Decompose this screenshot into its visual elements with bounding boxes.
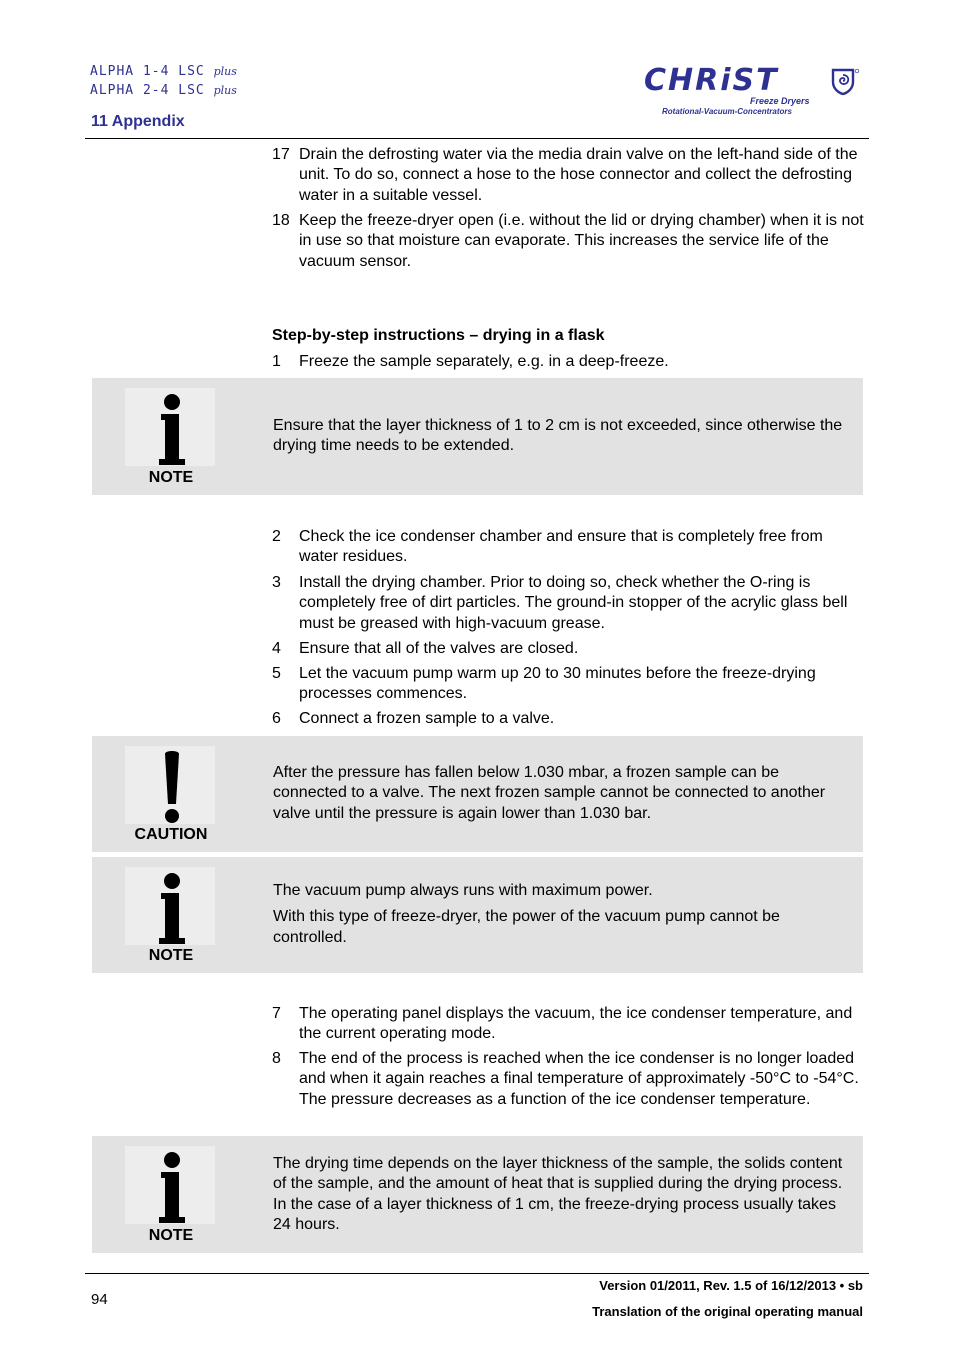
list-item <box>272 1049 864 1110</box>
step-text: Connect a frozen sample to a valve. <box>299 710 555 727</box>
step-number: 6 <box>272 710 281 727</box>
note-icon-cell <box>125 867 215 945</box>
step-number: 17 <box>272 146 290 163</box>
note-box <box>92 378 863 495</box>
list-item <box>272 145 864 206</box>
list-item <box>272 352 864 372</box>
info-icon <box>125 867 215 945</box>
list-item <box>272 639 864 659</box>
step-number: 1 <box>272 353 281 370</box>
list-item <box>272 709 864 729</box>
logo-subtitle-2: Rotational-Vacuum-Concentrators <box>662 107 792 116</box>
step-number: 18 <box>272 212 290 229</box>
step-text: Freeze the sample separately, e.g. in a deep-freeze. <box>299 353 669 370</box>
list-item <box>272 664 864 705</box>
caution-text: After the pressure has fallen below 1.030 mbar, a frozen sample can be connected to a valve. The next frozen sample cannot be connected to another valve until the pressure is again lower than 1.030 bar. <box>273 764 826 822</box>
note-text <box>273 881 853 948</box>
list-item <box>272 1004 864 1045</box>
step-text: Install the drying chamber. Prior to doing so, check whether the O-ring is completely free of dirt particles. The ground-in stopper of the acrylic glass bell must be greased with high-vacuum grease. <box>299 574 848 632</box>
model-suffix-1: plus <box>213 65 237 78</box>
model-line-1: ALPHA 1-4 LSC <box>90 64 205 79</box>
logo-wordmark: CHRiST <box>644 63 779 98</box>
caution-label: CAUTION <box>134 826 208 843</box>
step-number: 3 <box>272 574 281 591</box>
step-number: 2 <box>272 528 281 545</box>
note-box <box>92 1136 863 1253</box>
note-text-line-1: The vacuum pump always runs with maximum power. <box>273 882 653 899</box>
note-icon-cell <box>125 1146 215 1224</box>
header-rule <box>85 138 869 139</box>
step-text: Drain the defrosting water via the media drain valve on the left-hand side of the unit. To do so, connect a hose to the hose connector and collect the defrosting water in a suitable vessel. <box>299 146 858 204</box>
note-label: NOTE <box>148 469 194 486</box>
step-number: 7 <box>272 1005 281 1022</box>
info-icon <box>125 388 215 466</box>
note-text: Ensure that the layer thickness of 1 to 2 cm is not exceeded, since otherwise the drying time needs to be extended. <box>273 417 843 455</box>
step-text: The end of the process is reached when the ice condenser is no longer loaded and when it again reaches a final temperature of approximately -50°C to -54°C. The pressure decreases as a function of the ice condenser temperature. <box>299 1050 859 1108</box>
step-number: 4 <box>272 640 281 657</box>
list-item <box>272 573 864 634</box>
step-number: 5 <box>272 665 281 682</box>
model-suffix-2: plus <box>213 84 237 97</box>
version-info: Version 01/2011, Rev. 1.5 of 16/12/2013 • sb <box>599 1278 863 1293</box>
page-number: 94 <box>91 1291 108 1308</box>
caution-icon-cell <box>125 746 215 824</box>
chapter-title: 11 Appendix <box>91 113 185 130</box>
info-icon <box>125 1146 215 1224</box>
list-item <box>272 527 864 568</box>
note-icon-cell <box>125 388 215 466</box>
note-text-line-2: With this type of freeze-dryer, the power of the vacuum pump cannot be controlled. <box>273 908 780 946</box>
christ-logo <box>644 64 866 120</box>
step-text: Let the vacuum pump warm up 20 to 30 minutes before the freeze-drying processes commences. <box>299 665 816 703</box>
model-name-2 <box>90 83 237 98</box>
step-text: Keep the freeze-dryer open (i.e. without the lid or drying chamber) when it is not in use so that moisture can evaporate. This increases the service life of the vacuum sensor. <box>299 212 864 270</box>
note-label: NOTE <box>148 1227 194 1244</box>
model-name-1 <box>90 64 237 79</box>
step-text: The operating panel displays the vacuum, the ice condenser temperature, and the current operating mode. <box>299 1005 853 1043</box>
list-item <box>272 211 864 272</box>
note-box <box>92 857 863 973</box>
step-number: 8 <box>272 1050 281 1067</box>
logo-subtitle-1: Freeze Dryers <box>750 96 810 106</box>
model-line-2: ALPHA 2-4 LSC <box>90 83 205 98</box>
note-label: NOTE <box>148 947 194 964</box>
exclamation-icon <box>125 746 215 824</box>
footer-rule <box>85 1273 869 1274</box>
section-heading: Step-by-step instructions – drying in a flask <box>272 327 605 344</box>
step-text: Check the ice condenser chamber and ensure that is completely free from water residues. <box>299 528 823 566</box>
translation-note: Translation of the original operating manual <box>592 1304 863 1319</box>
note-text: The drying time depends on the layer thickness of the sample, the solids content of the sample, and the amount of heat that is supplied during the drying process. In the case of a layer thickness of 1 cm, the freeze-drying process usually takes 24 hours. <box>273 1155 843 1234</box>
logo-emblem-icon <box>830 68 860 96</box>
caution-box <box>92 736 863 852</box>
step-text: Ensure that all of the valves are closed. <box>299 640 579 657</box>
